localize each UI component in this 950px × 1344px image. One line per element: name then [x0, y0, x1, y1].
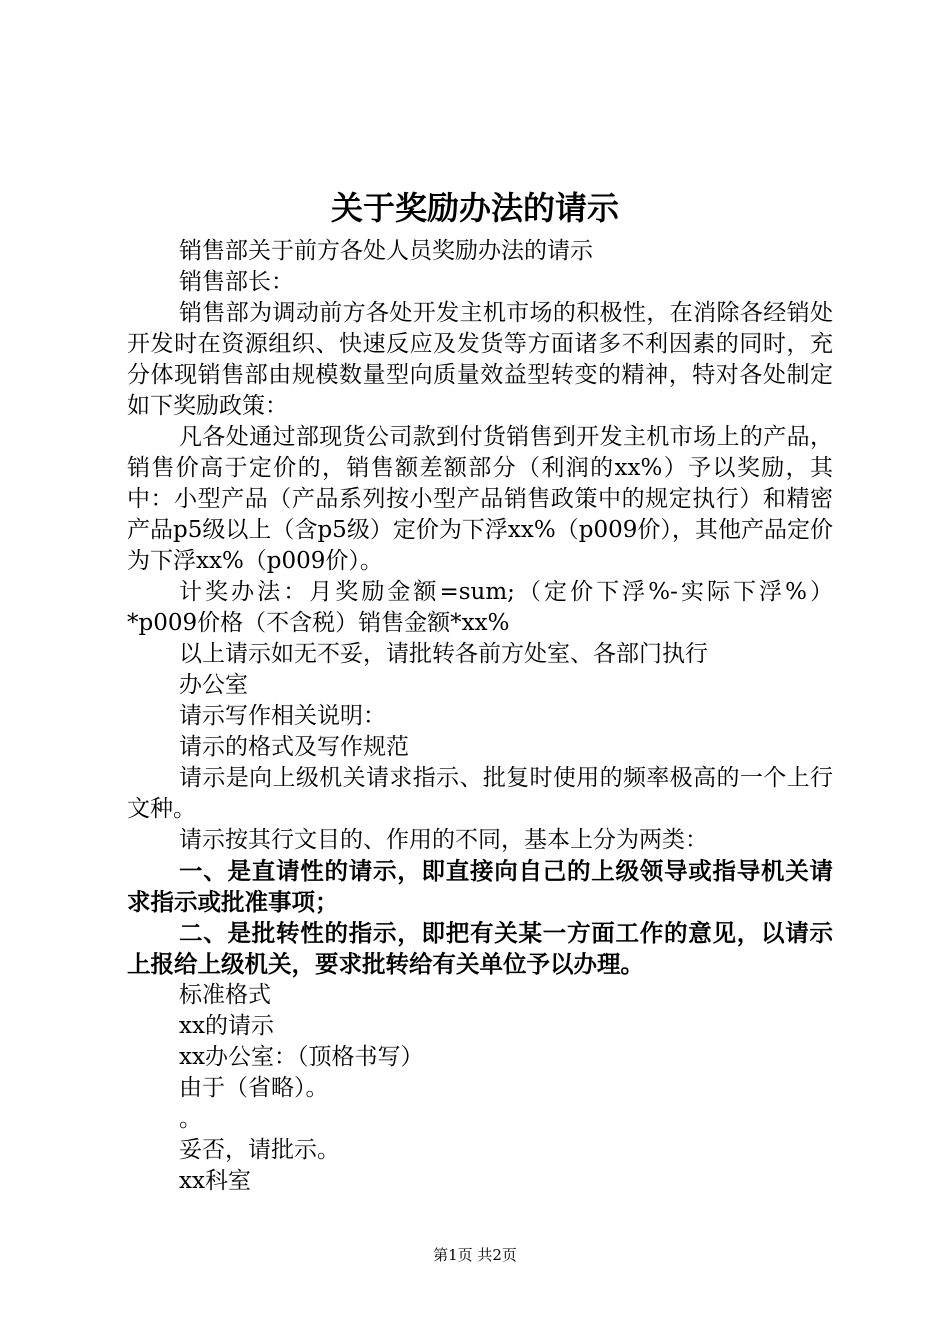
paragraph-salutation: 销售部长：: [179, 269, 294, 295]
page-number-footer: 第1页 共2页: [433, 1246, 517, 1264]
paragraph-standard-format: 标准格式: [179, 982, 271, 1008]
paragraph-template-reason: 由于（省略）。: [179, 1075, 329, 1101]
paragraph-formula: 计奖办法：月奖励金额=sum;（定价下浮%-实际下浮%）*p009价格（不含税）销售金额*xx%: [127, 579, 833, 636]
paragraph-category-one: 一、是直请性的请示，即直接向自己的上级领导或指导机关请求指示或批准事项；: [127, 857, 833, 916]
paragraph-categories: 请示按其行文目的、作用的不同，基本上分为两类：: [179, 827, 708, 853]
paragraph-notes-heading: 请示写作相关说明：: [179, 703, 386, 729]
paragraph-template-approval: 妥否，请批示。: [179, 1137, 340, 1163]
paragraph-definition: 请示是向上级机关请求指示、批复时使用的频率极高的一个上行文种。: [127, 765, 833, 822]
paragraph-closing-request: 以上请示如无不妥，请批转各前方处室、各部门执行: [179, 641, 708, 667]
paragraph-template-recipient: xx办公室：（顶格书写）: [179, 1044, 424, 1070]
document-body: [127, 236, 833, 1197]
paragraph-category-two: 二、是批转性的指示，即把有关某一方面工作的意见，以请示上报给上级机关，要求批转给有关单位予以办理。: [127, 919, 833, 978]
paragraph-template-title: xx的请示: [179, 1013, 274, 1039]
document-title: 关于奖励办法的请示: [330, 189, 619, 227]
paragraph-template-ellipsis: 。: [179, 1106, 202, 1132]
paragraph-policy: 凡各处通过部现货公司款到付货销售到开发主机市场上的产品，销售价高于定价的，销售额差额部分（利润的xx%）予以奖励，其中：小型产品（产品系列按小型产品销售政策中的规定执行）和精密产品p5级以上（含p5级）定价为下浮xx%（p009价），其他产品定价为下浮xx%（p009价）。: [127, 424, 833, 574]
paragraph-format-heading: 请示的格式及写作规范: [179, 734, 409, 760]
paragraph-template-signature: xx科室: [179, 1168, 251, 1194]
paragraph-subject: 销售部关于前方各处人员奖励办法的请示: [179, 238, 593, 264]
paragraph-purpose: 销售部为调动前方各处开发主机市场的积极性，在消除各经销处开发时在资源组织、快速反应及发货等方面诸多不利因素的同时，充分体现销售部由规模数量型向质量效益型转变的精神，特对各处制定如下奖励政策：: [127, 300, 833, 419]
paragraph-sender: 办公室: [179, 672, 248, 698]
